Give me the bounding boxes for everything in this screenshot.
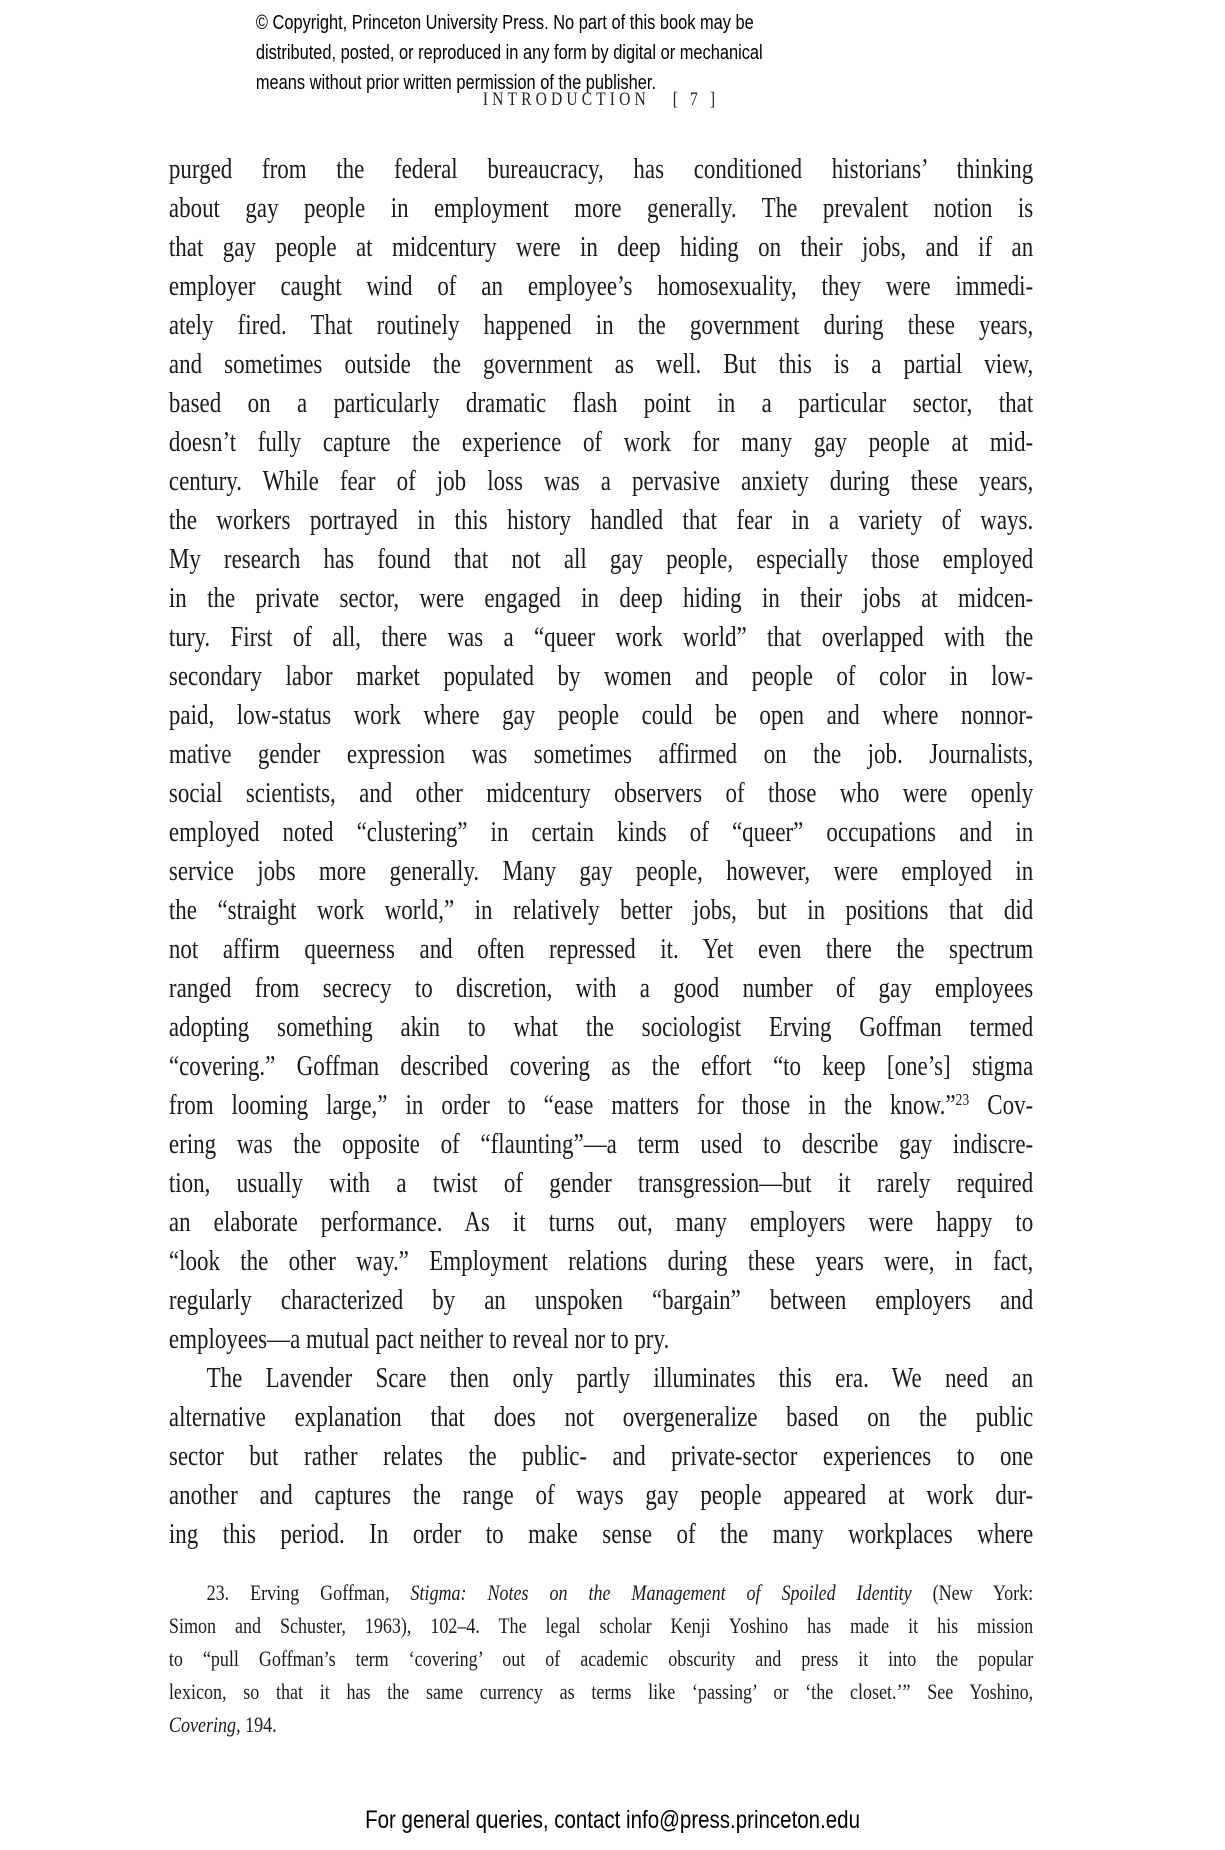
text-line bbox=[169, 657, 1033, 696]
text-line bbox=[169, 1086, 1033, 1125]
text-line bbox=[169, 1203, 1033, 1242]
text-segment: mative gender expression was sometimes affirmed on the job. Journalists, bbox=[168, 739, 1034, 770]
text-line bbox=[169, 696, 1033, 735]
text-segment: adopting something akin to what the sociologist Erving Goffman termed bbox=[168, 1012, 1034, 1043]
text-segment: service jobs more generally. Many gay people, however, were employed in bbox=[168, 856, 1034, 887]
page-footer bbox=[0, 1806, 1225, 1835]
footnote-reference: 23 bbox=[955, 1089, 970, 1109]
text-segment: Cov- bbox=[969, 1090, 1034, 1121]
text-segment: to “pull Goffman’s term ‘covering’ out of academic obscurity and press it into the popular bbox=[168, 1646, 1034, 1671]
page-number: [ 7 ] bbox=[672, 89, 720, 110]
text-segment: (New York: bbox=[911, 1580, 1034, 1605]
text-line bbox=[169, 579, 1033, 618]
copyright-line: means without prior written permission of the publisher. bbox=[255, 72, 657, 94]
text-segment: ranged from secrecy to discretion, with a good number of gay employees bbox=[168, 973, 1034, 1004]
text-line bbox=[169, 228, 1033, 267]
text-segment: ing this period. In order to make sense of the many workplaces where bbox=[168, 1519, 1034, 1550]
text-segment: about gay people in employment more generally. The prevalent notion is bbox=[168, 193, 1034, 224]
text-segment: employees—a mutual pact neither to reveal nor to pry. bbox=[168, 1324, 670, 1355]
copyright-notice bbox=[256, 8, 763, 98]
paragraph bbox=[169, 1359, 1033, 1554]
text-segment: tion, usually with a twist of gender transgression—but it rarely required bbox=[168, 1168, 1034, 1199]
text-line bbox=[169, 1047, 1033, 1086]
text-segment: the “straight work world,” in relatively better jobs, but in positions that did bbox=[168, 895, 1034, 926]
text-segment: The Lavender Scare then only partly illuminates this era. We need an bbox=[206, 1363, 1034, 1394]
text-line bbox=[169, 1476, 1033, 1515]
text-line bbox=[169, 462, 1033, 501]
footnote bbox=[169, 1576, 1033, 1741]
text-line bbox=[169, 1675, 1033, 1708]
text-segment: ering was the opposite of “flaunting”—a term used to describe gay indiscre- bbox=[168, 1129, 1034, 1160]
text-line bbox=[169, 1359, 1033, 1398]
italic-text: Stigma: Notes on the Management of Spoiled Identity bbox=[410, 1580, 912, 1605]
paragraph bbox=[169, 150, 1033, 1359]
text-line bbox=[169, 891, 1033, 930]
text-line bbox=[169, 735, 1033, 774]
text-segment: another and captures the range of ways gay people appeared at work dur- bbox=[168, 1480, 1034, 1511]
text-line bbox=[169, 774, 1033, 813]
running-head bbox=[169, 90, 1033, 110]
text-segment: an elaborate performance. As it turns out, many employers were happy to bbox=[168, 1207, 1034, 1238]
text-line bbox=[169, 1609, 1033, 1642]
text-segment: “covering.” Goffman described covering as the effort “to keep [one’s] stigma bbox=[168, 1051, 1034, 1082]
text-segment: that gay people at midcentury were in deep hiding on their jobs, and if an bbox=[168, 232, 1034, 263]
text-segment: century. While fear of job loss was a pervasive anxiety during these years, bbox=[168, 466, 1034, 497]
text-segment: social scientists, and other midcentury observers of those who were openly bbox=[168, 778, 1034, 809]
text-line bbox=[169, 501, 1033, 540]
text-line bbox=[169, 540, 1033, 579]
text-line bbox=[169, 1320, 1033, 1359]
text-line bbox=[169, 1164, 1033, 1203]
text-line bbox=[169, 1642, 1033, 1675]
text-line bbox=[169, 1281, 1033, 1320]
text-segment: in the private sector, were engaged in deep hiding in their jobs at midcen- bbox=[168, 583, 1034, 614]
body-text bbox=[169, 150, 1033, 1554]
text-line bbox=[169, 345, 1033, 384]
text-line bbox=[169, 969, 1033, 1008]
text-segment: and sometimes outside the government as well. But this is a partial view, bbox=[168, 349, 1034, 380]
text-segment: 23. Erving Goffman, bbox=[206, 1580, 411, 1605]
text-segment: not affirm queerness and often repressed it. Yet even there the spectrum bbox=[168, 934, 1034, 965]
text-segment: , 194. bbox=[236, 1712, 277, 1737]
text-line bbox=[169, 1576, 1033, 1609]
text-line bbox=[169, 423, 1033, 462]
text-line bbox=[169, 1008, 1033, 1047]
contact-email-line: For general queries, contact info@press.princeton.edu bbox=[365, 1806, 860, 1834]
text-line bbox=[169, 1125, 1033, 1164]
text-line bbox=[169, 189, 1033, 228]
text-segment: based on a particularly dramatic flash point in a particular sector, that bbox=[168, 388, 1034, 419]
text-segment: Simon and Schuster, 1963), 102–4. The legal scholar Kenji Yoshino has made it his mission bbox=[168, 1613, 1034, 1638]
text-line bbox=[169, 384, 1033, 423]
text-line bbox=[169, 930, 1033, 969]
text-segment: paid, low-status work where gay people could be open and where nonnor- bbox=[168, 700, 1034, 731]
text-line bbox=[169, 1708, 1033, 1741]
text-segment: “look the other way.” Employment relations during these years were, in fact, bbox=[168, 1246, 1034, 1277]
text-segment: My research has found that not all gay people, especially those employed bbox=[168, 544, 1034, 575]
text-line bbox=[169, 150, 1033, 189]
text-line bbox=[169, 306, 1033, 345]
text-segment: sector but rather relates the public- and private-sector experiences to one bbox=[168, 1441, 1034, 1472]
text-segment: employer caught wind of an employee’s homosexuality, they were immedi- bbox=[168, 271, 1034, 302]
text-segment: alternative explanation that does not overgeneralize based on the public bbox=[168, 1402, 1034, 1433]
italic-text: Covering bbox=[168, 1712, 237, 1737]
text-segment: purged from the federal bureaucracy, has conditioned historians’ thinking bbox=[168, 154, 1034, 185]
text-segment: doesn’t fully capture the experience of work for many gay people at mid- bbox=[168, 427, 1034, 458]
copyright-line: © Copyright, Princeton University Press. No part of this book may be bbox=[255, 12, 754, 34]
text-segment: from looming large,” in order to “ease matters for those in the know.” bbox=[168, 1090, 956, 1121]
text-segment: the workers portrayed in this history handled that fear in a variety of ways. bbox=[168, 505, 1034, 536]
text-segment: ately fired. That routinely happened in the government during these years, bbox=[168, 310, 1034, 341]
text-line bbox=[169, 852, 1033, 891]
text-line bbox=[169, 1515, 1033, 1554]
text-line bbox=[169, 1437, 1033, 1476]
text-line bbox=[169, 813, 1033, 852]
text-segment: tury. First of all, there was a “queer work world” that overlapped with the bbox=[168, 622, 1034, 653]
text-line bbox=[169, 267, 1033, 306]
text-segment: employed noted “clustering” in certain kinds of “queer” occupations and in bbox=[168, 817, 1034, 848]
copyright-line: distributed, posted, or reproduced in any form by digital or mechanical bbox=[255, 42, 763, 64]
text-line bbox=[169, 1398, 1033, 1437]
text-line bbox=[169, 618, 1033, 657]
text-segment: regularly characterized by an unspoken “bargain” between employers and bbox=[168, 1285, 1034, 1316]
text-segment: lexicon, so that it has the same currency as terms like ‘passing’ or ‘the closet.’” See Yoshino, bbox=[168, 1679, 1034, 1704]
running-head-title: INTRODUCTION bbox=[482, 89, 650, 110]
text-line bbox=[169, 1242, 1033, 1281]
text-segment: secondary labor market populated by women and people of color in low- bbox=[168, 661, 1034, 692]
